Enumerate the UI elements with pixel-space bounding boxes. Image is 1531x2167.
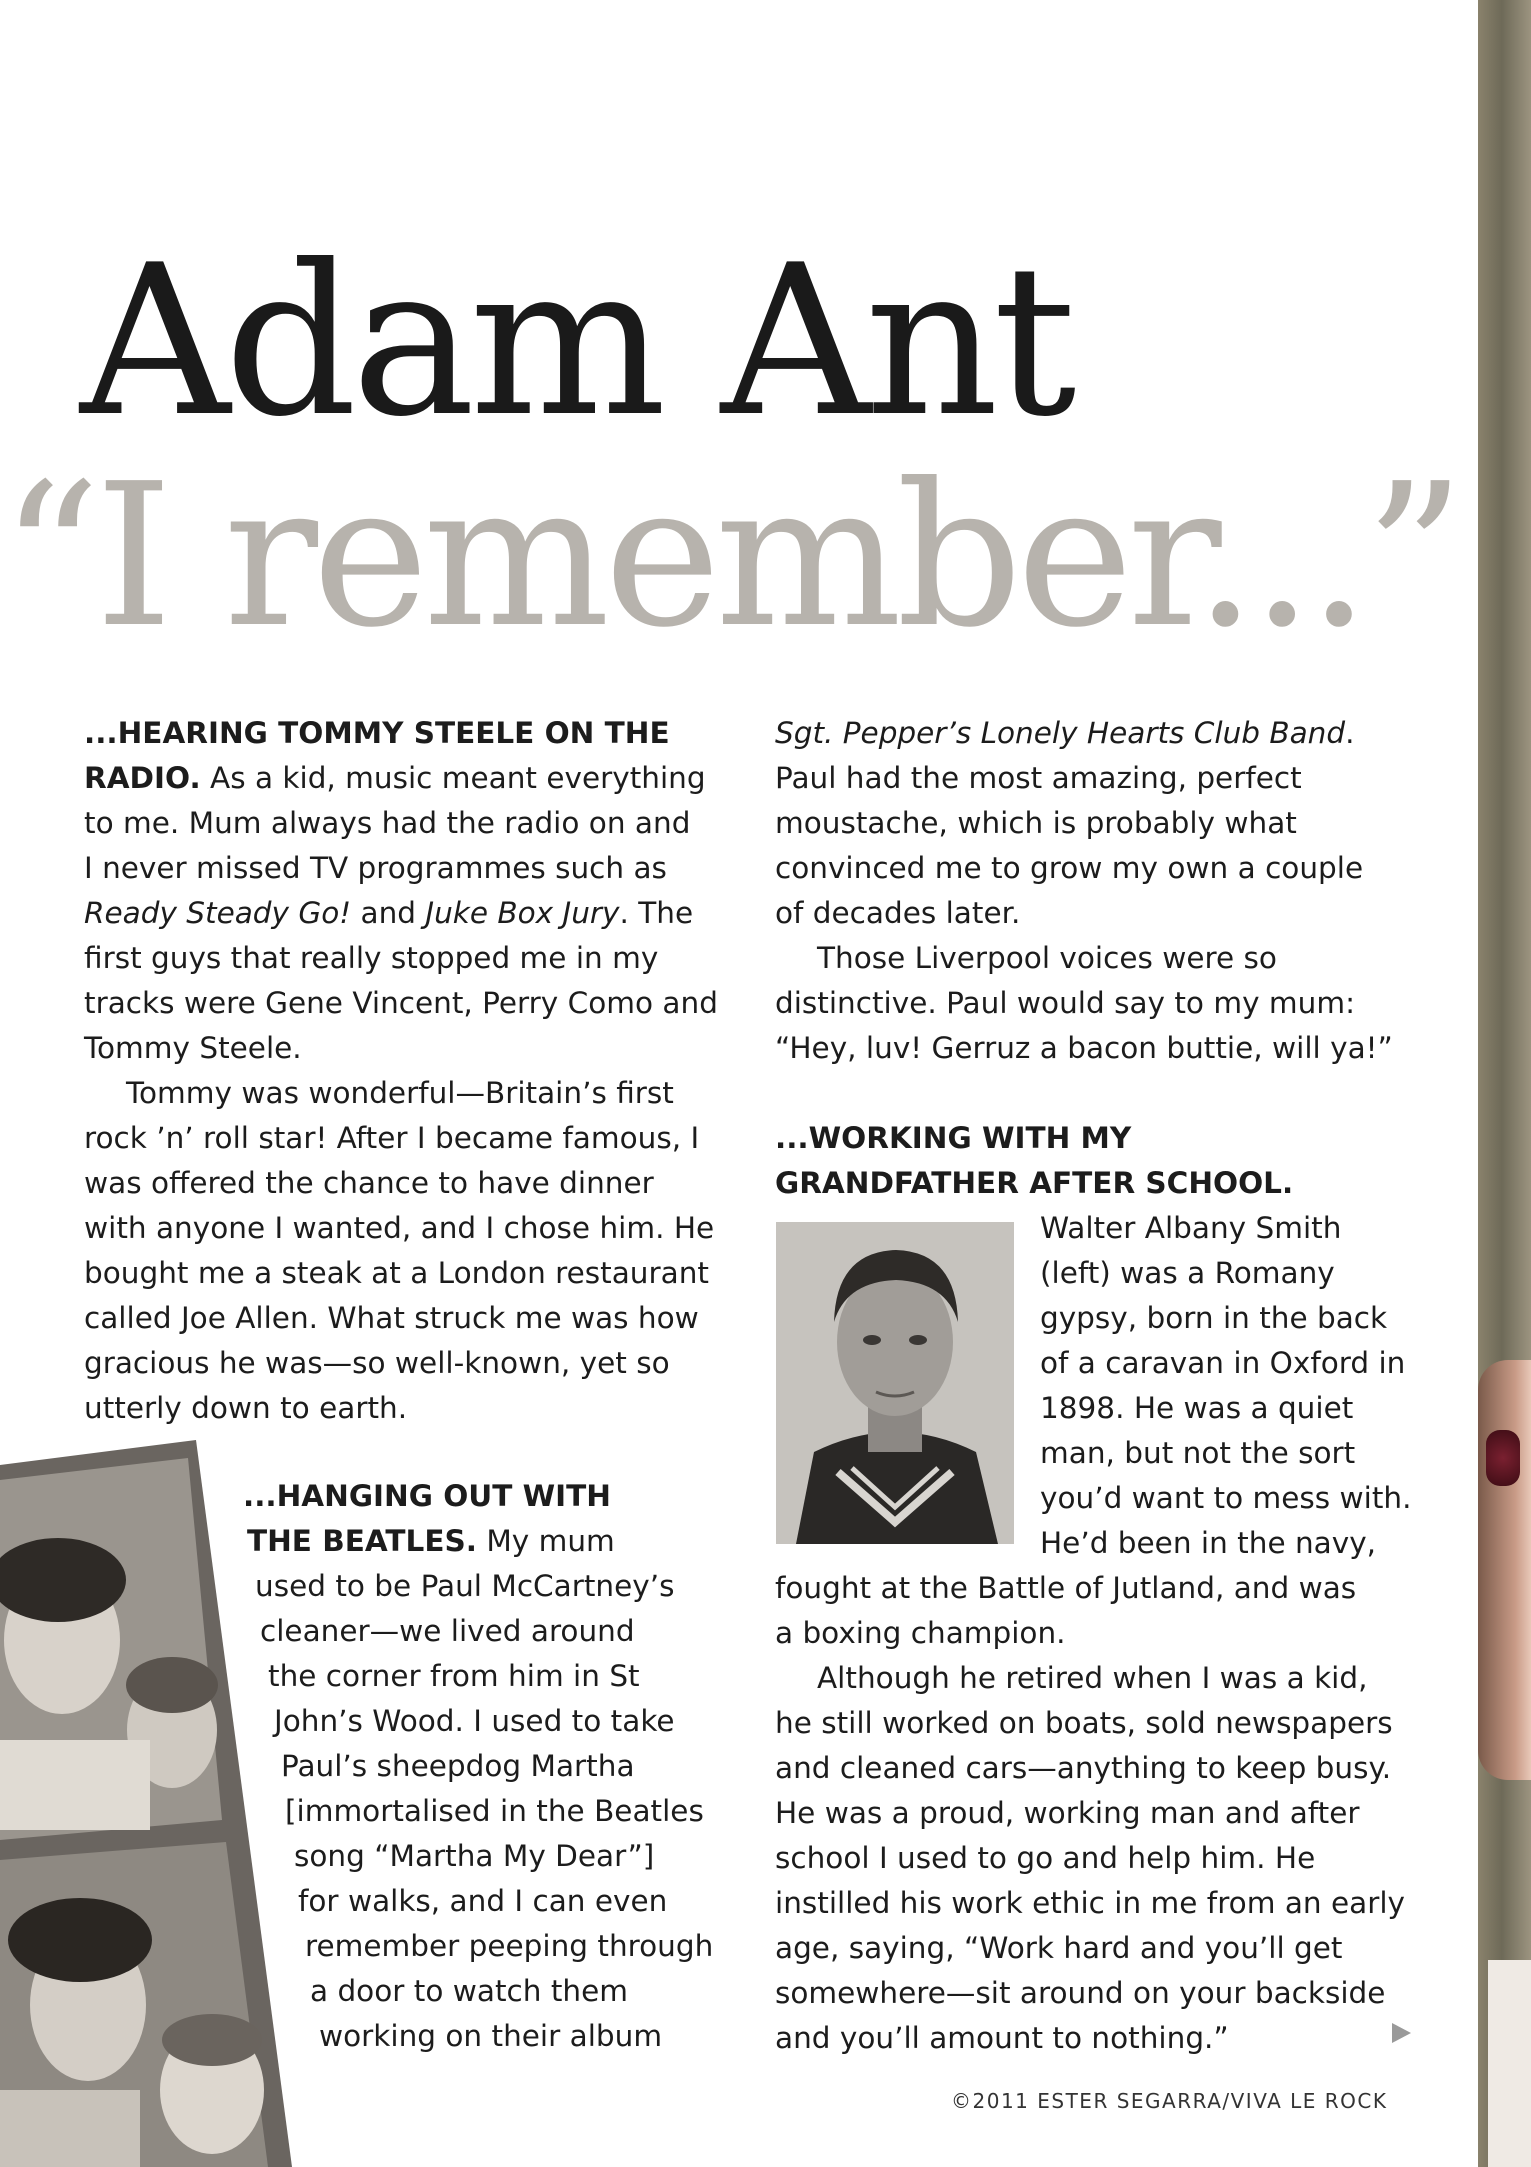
grandfather-portrait-image — [776, 1222, 1014, 1544]
body-line: tracks were Gene Vincent, Perry Como and — [84, 986, 718, 1020]
body-line — [247, 1519, 615, 1564]
body-line: somewhere—sit around on your backside — [775, 1976, 1386, 2010]
photo-credit: ©2011 ESTER SEGARRA/VIVA LE ROCK — [951, 2089, 1388, 2113]
section-heading-tommy-steele: ...HEARING TOMMY STEELE ON THE — [84, 716, 670, 750]
body-line: instilled his work ethic in me from an early — [775, 1886, 1406, 1920]
body-line: a boxing champion. — [775, 1616, 1066, 1650]
body-text: My mum — [476, 1524, 615, 1558]
body-line: called Joe Allen. What struck me was how — [84, 1301, 699, 1335]
body-line: Walter Albany Smith — [1040, 1211, 1342, 1245]
section-heading-grandfather: ...WORKING WITH MY — [775, 1121, 1132, 1155]
body-line: “Hey, luv! Gerruz a bacon buttie, will ya!” — [775, 1031, 1393, 1065]
body-line: gracious he was—so well-known, yet so — [84, 1346, 670, 1380]
body-line: of decades later. — [775, 896, 1021, 930]
section-heading-tommy-steele-end: RADIO. — [84, 761, 201, 795]
body-line: and cleaned cars—anything to keep busy. — [775, 1751, 1392, 1785]
body-line: he still worked on boats, sold newspapers — [775, 1706, 1393, 1740]
body-line: fought at the Battle of Jutland, and was — [775, 1571, 1357, 1605]
body-line: I never missed TV programmes such as — [84, 851, 667, 885]
body-line: song “Martha My Dear”] — [294, 1839, 655, 1873]
headline: Adam Ant — [80, 221, 1071, 463]
grandfather-portrait-photo — [776, 1222, 1014, 1544]
body-line: Paul had the most amazing, perfect — [775, 761, 1302, 795]
body-line: He was a proud, working man and after — [775, 1796, 1360, 1830]
body-line: of a caravan in Oxford in — [1040, 1346, 1406, 1380]
body-line: rock ’n’ roll star! After I became famous, I — [84, 1121, 700, 1155]
body-line: to me. Mum always had the radio on and — [84, 806, 691, 840]
body-line: the corner from him in St — [268, 1659, 640, 1693]
body-line — [84, 756, 706, 801]
body-line: Those Liverpool voices were so — [817, 941, 1277, 975]
adjacent-page-photo-edge — [1478, 0, 1531, 2167]
tv-show-title: Juke Box Jury — [425, 896, 620, 930]
body-line: (left) was a Romany — [1040, 1256, 1335, 1290]
body-line: first guys that really stopped me in my — [84, 941, 659, 975]
finger-detail — [1478, 1360, 1531, 1780]
body-line: for walks, and I can even — [298, 1884, 668, 1918]
body-line: Paul’s sheepdog Martha — [281, 1749, 635, 1783]
subhead: “I remember...” — [0, 441, 1460, 671]
body-line: working on their album — [319, 2019, 663, 2053]
body-line: moustache, which is probably what — [775, 806, 1297, 840]
section-heading-beatles-end: THE BEATLES. — [247, 1524, 477, 1558]
body-line: and you’ll amount to nothing.” — [775, 2021, 1229, 2055]
body-line: Tommy Steele. — [84, 1031, 302, 1065]
body-line: school I used to go and help him. He — [775, 1841, 1316, 1875]
body-line — [84, 891, 693, 936]
body-line: [immortalised in the Beatles — [285, 1794, 704, 1828]
body-line: was offered the chance to have dinner — [84, 1166, 654, 1200]
album-title: Sgt. Pepper’s Lonely Hearts Club Band — [775, 716, 1346, 750]
sleeve-detail — [1488, 1960, 1531, 2167]
body-line: John’s Wood. I used to take — [274, 1704, 675, 1738]
continue-triangle-icon — [1392, 2023, 1411, 2043]
body-line: man, but not the sort — [1040, 1436, 1356, 1470]
painted-nail-detail — [1486, 1430, 1520, 1486]
body-line: age, saying, “Work hard and you’ll get — [775, 1931, 1343, 1965]
body-line: He’d been in the navy, — [1040, 1526, 1377, 1560]
body-line: you’d want to mess with. — [1040, 1481, 1412, 1515]
section-heading-grandfather-end: GRANDFATHER AFTER SCHOOL. — [775, 1166, 1294, 1200]
body-line: gypsy, born in the back — [1040, 1301, 1388, 1335]
body-line: Although he retired when I was a kid, — [817, 1661, 1368, 1695]
body-line: with anyone I wanted, and I chose him. He — [84, 1211, 715, 1245]
body-line: remember peeping through — [305, 1929, 714, 1963]
body-line: Tommy was wonderful—Britain’s first — [126, 1076, 674, 1110]
body-line: used to be Paul McCartney’s — [255, 1569, 675, 1603]
body-line: utterly down to earth. — [84, 1391, 408, 1425]
body-line: convinced me to grow my own a couple — [775, 851, 1364, 885]
tv-show-title: Ready Steady Go! — [84, 896, 352, 930]
body-line: cleaner—we lived around — [260, 1614, 635, 1648]
body-line: bought me a steak at a London restaurant — [84, 1256, 709, 1290]
body-line — [775, 711, 1355, 756]
body-text: . The — [619, 896, 694, 930]
body-line: 1898. He was a quiet — [1040, 1391, 1354, 1425]
body-text: As a kid, music meant everything — [200, 761, 706, 795]
body-line: distinctive. Paul would say to my mum: — [775, 986, 1356, 1020]
body-line: a door to watch them — [310, 1974, 628, 2008]
body-text: . — [1345, 716, 1355, 750]
body-text: and — [351, 896, 426, 930]
section-heading-beatles: ...HANGING OUT WITH — [243, 1479, 611, 1513]
